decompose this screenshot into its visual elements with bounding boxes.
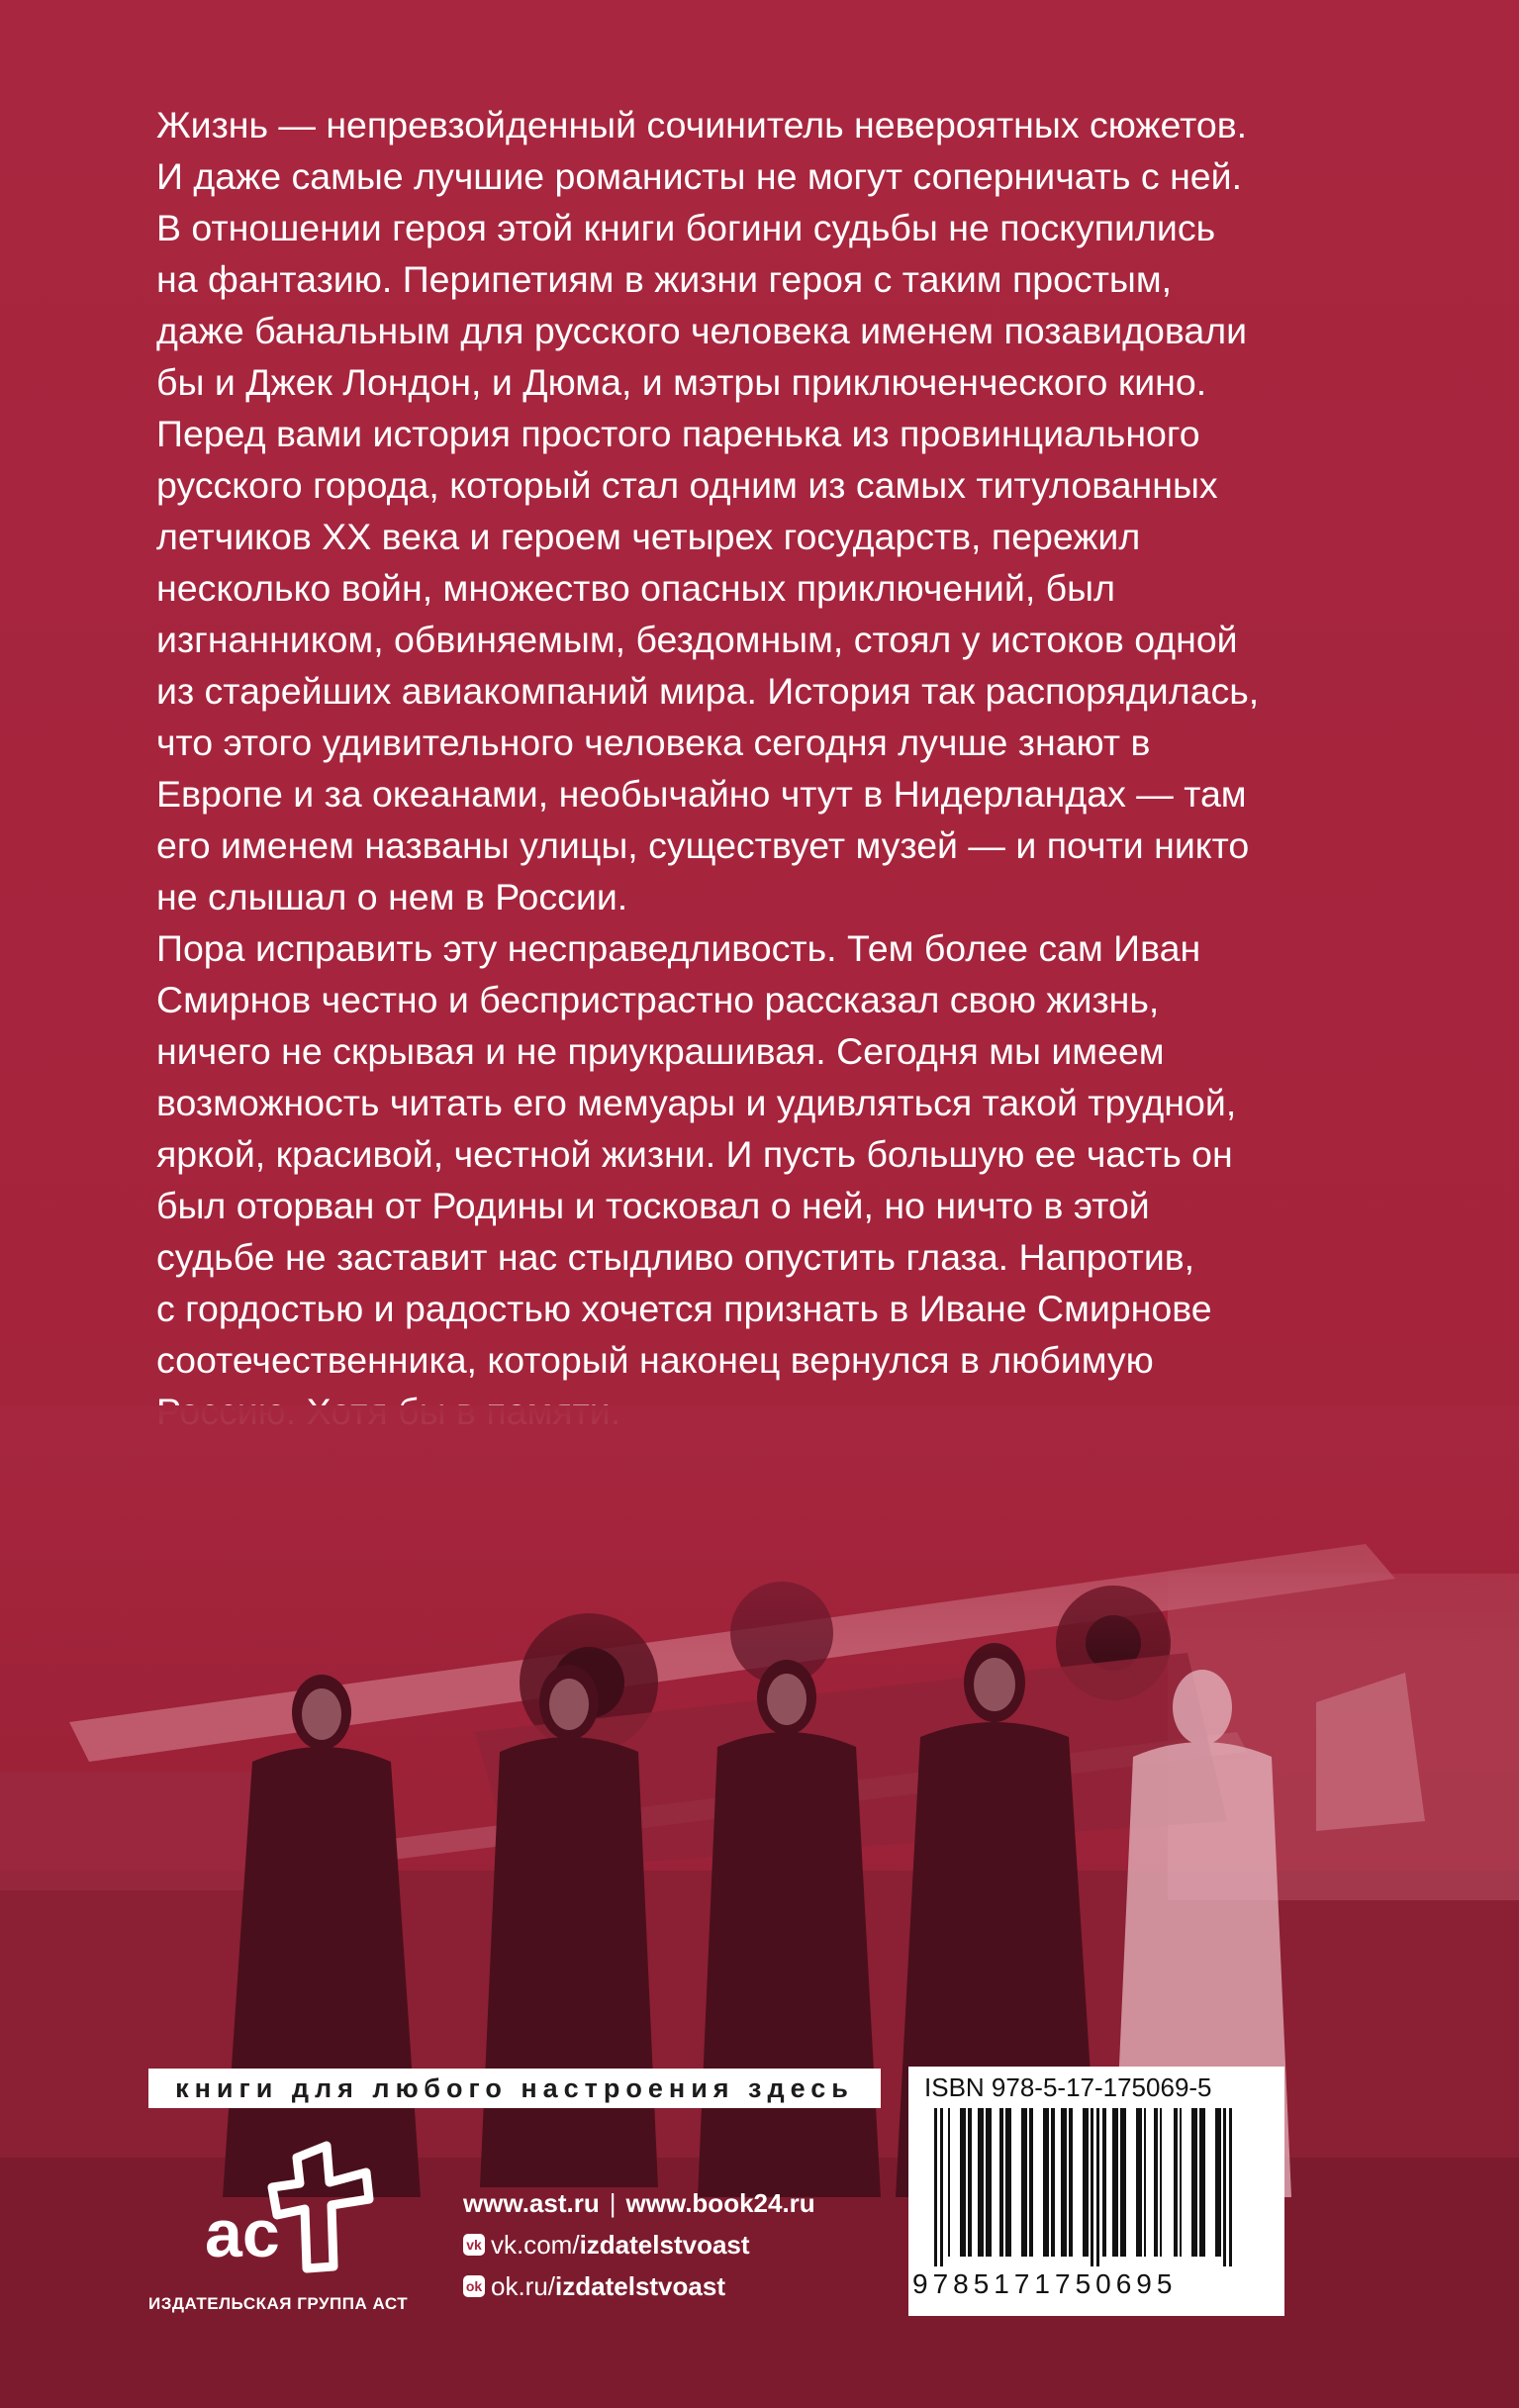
link-separator: |	[609, 2188, 617, 2218]
blurb-text	[156, 99, 1374, 1437]
ok-handle: izdatelstvoast	[555, 2271, 725, 2301]
barcode-bar	[1021, 2108, 1027, 2257]
blurb-line: не слышал о нем в России.	[156, 876, 628, 917]
logo-text: ас	[205, 2196, 280, 2271]
blurb-line: с гордостью и радостью хочется признать в Иване Смирнове	[156, 1288, 1212, 1329]
isbn-label: ISBN 978-5-17-175069-5	[924, 2072, 1212, 2102]
barcode-bar	[1043, 2108, 1049, 2257]
barcode-bar	[1144, 2108, 1146, 2257]
barcode-bar	[1102, 2108, 1106, 2257]
barcode-bar	[940, 2108, 943, 2266]
publisher-links	[463, 2182, 815, 2307]
blurb-line: даже банальным для русского человека именем позавидовали	[156, 310, 1248, 351]
blurb-line: на фантазию. Перипетиям в жизни героя с таким простым,	[156, 258, 1173, 300]
barcode-bar	[1061, 2108, 1067, 2257]
blurb-line: соотечественника, который наконец вернулся в любимую	[156, 1339, 1154, 1381]
barcode-bar	[968, 2108, 972, 2257]
tagline: книги для любого настроения здесь	[148, 2069, 881, 2108]
barcode-bar	[1191, 2108, 1197, 2257]
ean-digits: 9785171750695	[912, 2268, 1178, 2299]
blurb-line: Перед вами история простого паренька из провинциального	[156, 413, 1200, 454]
ok-row	[463, 2265, 815, 2307]
ok-icon: ok	[463, 2275, 485, 2297]
barcode-bar	[986, 2108, 992, 2257]
barcode-bar	[1180, 2108, 1182, 2257]
barcode-bar	[1154, 2108, 1158, 2257]
blurb-line: русского города, который стал одним из самых титулованных	[156, 464, 1218, 506]
barcode-bar	[960, 2108, 966, 2257]
blurb-line: летчиков XX века и героем четырех государств, пережил	[156, 516, 1141, 557]
barcode-bar	[1120, 2108, 1126, 2257]
barcode-bar	[1069, 2108, 1073, 2257]
barcode	[930, 2108, 1263, 2266]
blurb-line: изгнанником, обвиняемым, бездомным, стоял у истоков одной	[156, 619, 1238, 660]
barcode-bar	[999, 2108, 1003, 2257]
blurb-line: несколько войн, множество опасных приключений, был	[156, 567, 1115, 609]
barcode-bar	[1136, 2108, 1142, 2257]
blurb-line: возможность читать его мемуары и удивляться такой трудной,	[156, 1082, 1237, 1123]
blurb-line: И даже самые лучшие романисты не могут соперничать с ней.	[156, 155, 1243, 197]
barcode-bar	[1174, 2108, 1178, 2257]
barcode-bar	[934, 2108, 937, 2266]
vk-handle: izdatelstvoast	[579, 2230, 750, 2260]
barcode-bar	[948, 2108, 950, 2257]
blurb-line: был оторван от Родины и тосковал о ней, но ничто в этой	[156, 1185, 1150, 1226]
isbn-barcode-block	[908, 2067, 1284, 2316]
blurb-line: В отношении героя этой книги богини судьбы не поскупились	[156, 207, 1216, 248]
barcode-bar	[1029, 2108, 1033, 2257]
barcode-bar	[1199, 2108, 1205, 2257]
publisher-logo	[203, 2138, 401, 2281]
publisher-caption: ИЗДАТЕЛЬСКАЯ ГРУППА АСТ	[148, 2294, 409, 2313]
link-ast: www.ast.ru	[463, 2188, 600, 2218]
barcode-bar	[978, 2108, 984, 2257]
barcode-bar	[1005, 2108, 1011, 2257]
website-row	[463, 2182, 815, 2224]
blurb-line: яркой, красивой, честной жизни. И пусть большую ее часть он	[156, 1133, 1233, 1175]
barcode-bar	[1160, 2108, 1162, 2257]
ok-prefix: ok.ru/	[491, 2271, 556, 2301]
barcode-bar	[1229, 2108, 1232, 2266]
blurb-line: что этого удивительного человека сегодня лучше знают в	[156, 722, 1151, 763]
blurb-line: ничего не скрывая и не приукрашивая. Сегодня мы имеем	[156, 1030, 1165, 1072]
barcode-bar	[1091, 2108, 1093, 2266]
vk-prefix: vk.com/	[491, 2230, 580, 2260]
blurb-line: Жизнь — непревзойденный сочинитель невероятных сюжетов.	[156, 104, 1248, 145]
vk-icon: vk	[463, 2234, 485, 2256]
blurb-line: бы и Джек Лондон, и Дюма, и мэтры приключенческого кино.	[156, 361, 1207, 403]
barcode-bar	[1083, 2108, 1089, 2257]
barcode-bar	[1215, 2108, 1221, 2257]
barcode-bar	[1096, 2108, 1099, 2266]
barcode-bar	[1051, 2108, 1055, 2257]
vk-row	[463, 2224, 815, 2265]
blurb-line: его именем названы улицы, существует музей — и почти никто	[156, 824, 1250, 866]
blurb-line: Европе и за океанами, необычайно чтут в Нидерландах — там	[156, 773, 1247, 815]
blurb-line: Пора исправить эту несправедливость. Тем более сам Иван	[156, 927, 1201, 969]
blurb-line: судьбе не заставит нас стыдливо опустить глаза. Напротив,	[156, 1236, 1195, 1278]
barcode-bar	[1112, 2108, 1118, 2257]
blurb-line: Смирнов честно и беспристрастно рассказал свою жизнь,	[156, 979, 1160, 1020]
link-book24: www.book24.ru	[625, 2188, 815, 2218]
blurb-line: из старейших авиакомпаний мира. История так распорядилась,	[156, 670, 1260, 712]
barcode-bar	[1223, 2108, 1226, 2266]
